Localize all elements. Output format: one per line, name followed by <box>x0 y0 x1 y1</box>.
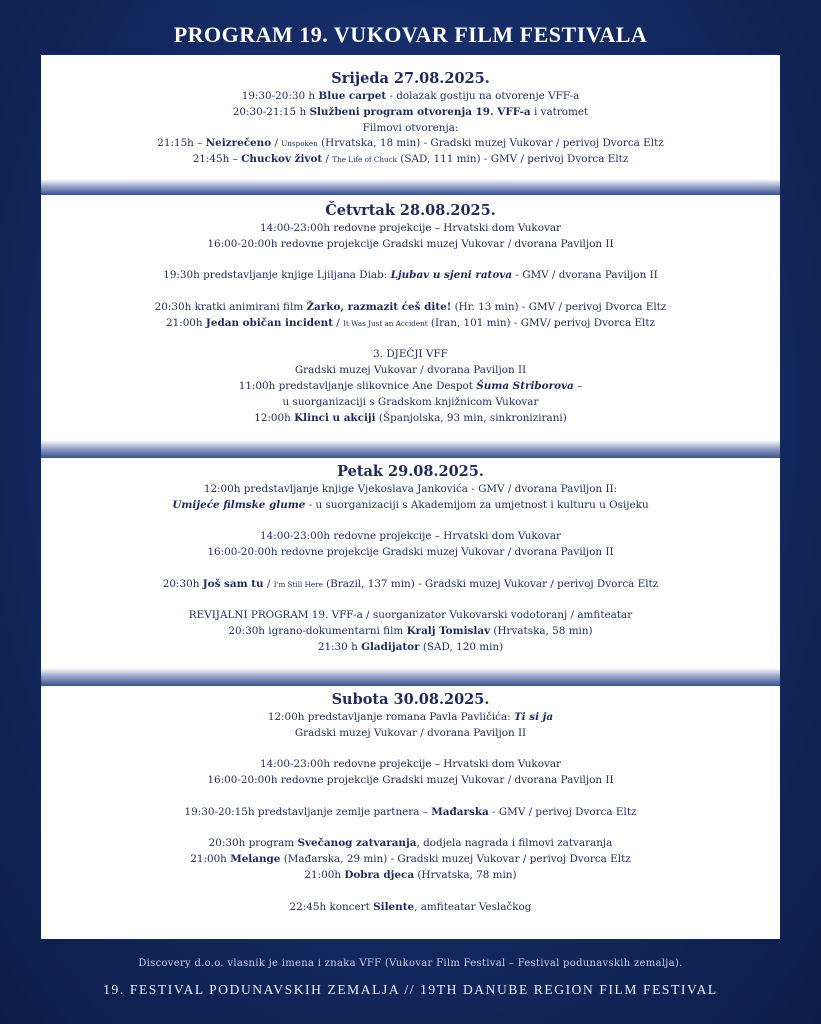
schedule-line: 20:30h program Svečanog zatvaranja, dodjela nagrada i filmovi zatvaranja <box>208 837 613 850</box>
page-title: PROGRAM 19. VUKOVAR FILM FESTIVALA <box>173 22 648 47</box>
schedule-line: 20:30h Još sam tu / I'm Still Here (Brazil, 137 min) - Gradski muzej Vukovar / perivoj Dvorca Eltz <box>162 577 659 590</box>
schedule-line: 14:00-23:00h redovne projekcije – Hrvatski dom Vukovar <box>260 758 561 771</box>
schedule-line: 21:00h Melange (Mađarska, 29 min) - Gradski muzej Vukovar / perivoj Dvorca Eltz <box>190 853 631 866</box>
day-heading: Petak 29.08.2025. <box>337 463 484 480</box>
schedule-line: 21:30 h Gladijator (SAD, 120 min) <box>317 640 504 653</box>
schedule-line: 22:45h koncert Silente, amfiteatar Veslačkog <box>289 900 532 913</box>
schedule-line: 12:00h predstavljanje knjige Vjekoslava Jankovića - GMV / dvorana Paviljon II: <box>203 483 618 495</box>
day-heading: Subota 30.08.2025. <box>331 691 490 708</box>
schedule-line: 20:30h igrano-dokumentarni film Kralj Tomislav (Hrvatska, 58 min) <box>228 625 593 638</box>
section-divider <box>41 179 780 195</box>
schedule-line: 16:00-20:00h redovne projekcije Gradski muzej Vukovar / dvorana Paviljon II <box>207 546 614 559</box>
schedule-line: 16:00-20:00h redovne projekcije Gradski muzej Vukovar / dvorana Paviljon II <box>207 774 614 787</box>
day-heading: Četvrtak 28.08.2025. <box>325 202 496 219</box>
schedule-line: 20:30-21:15 h Službeni program otvorenja 19. VFF-a i vatromet <box>232 105 589 118</box>
schedule-line: 16:00-20:00h redovne projekcije Gradski muzej Vukovar / dvorana Paviljon II <box>207 237 614 250</box>
festival-tagline: 19. FESTIVAL PODUNAVSKIH ZEMALJA // 19TH DANUBE REGION FILM FESTIVAL <box>103 982 718 997</box>
ownership-notice: Discovery d.o.o. vlasnik je imena i znaka VFF (Vukovar Film Festival – Festival podunavskih zemalja). <box>138 958 683 969</box>
schedule-line: 3. DJEČJI VFF <box>373 348 448 361</box>
schedule-line: 14:00-23:00h redovne projekcije – Hrvatski dom Vukovar <box>260 222 561 234</box>
schedule-line: 12:00h Klinci u akciji (Španjolska, 93 min, sinkronizirani) <box>254 411 567 424</box>
schedule-line: 20:30h kratki animirani film Žarko, razmazit ćeš dite! (Hr. 13 min) - GMV / perivoj Dvorca Eltz <box>154 300 667 313</box>
day-heading: Srijeda 27.08.2025. <box>331 70 490 87</box>
schedule-line: Gradski muzej Vukovar / dvorana Paviljon II <box>294 364 527 377</box>
schedule-line: 19:30-20:30 h Blue carpet - dolazak gostiju na otvorenje VFF-a <box>241 90 580 102</box>
schedule-line: u suorganizaciji s Gradskom knjižnicom Vukovar <box>282 395 539 408</box>
schedule-line: 21:45h – Chuckov život / The Life of Chuck (SAD, 111 min) - GMV / perivoj Dvorca Eltz <box>192 153 629 166</box>
day-section-friday <box>41 458 780 668</box>
schedule-line: 21:15h – Neizrečeno / Unspoken (Hrvatska, 18 min) - Gradski muzej Vukovar / perivoj Dvorca Eltz <box>157 137 664 150</box>
schedule-line: 11:00h predstavljanje slikovnice Ane Despot Šuma Striborova – <box>238 379 583 392</box>
day-section-thursday <box>41 195 780 440</box>
schedule-line: REVIJALNI PROGRAM 19. VFF-a / suorganizator Vukovarski vodotoranj / amfiteatar <box>188 609 633 622</box>
schedule-line: Filmovi otvorenja: <box>362 121 459 134</box>
schedule-line: 14:00-23:00h redovne projekcije – Hrvatski dom Vukovar <box>260 530 561 543</box>
schedule-line: 12:00h predstavljanje romana Pavla Pavličića: Ti si ja <box>267 711 554 723</box>
schedule-line: Gradski muzej Vukovar / dvorana Paviljon II <box>294 726 527 739</box>
schedule-line: 19:30h predstavljanje knjige Ljiljana Diab: Ljubav u sjeni ratova - GMV / dvorana Paviljon II <box>163 269 658 282</box>
day-section-saturday <box>41 686 780 939</box>
section-divider <box>41 440 780 458</box>
schedule-line: 21:00h Jedan običan incident / It Was Just an Accident (Iran, 101 min) - GMV/ perivoj Dvorca Eltz <box>165 316 656 329</box>
schedule-line: 21:00h Dobra djeca (Hrvatska, 78 min) <box>304 868 517 881</box>
schedule-line: 19:30-20:15h predstavljanje zemlje partnera – Mađarska - GMV / perivoj Dvorca Eltz <box>184 805 637 818</box>
day-section-wednesday <box>41 55 780 179</box>
section-divider <box>41 668 780 686</box>
schedule-line: Umijeće filmske glume - u suorganizaciji s Akademijom za umjetnost i kulturu u Osijeku <box>172 498 649 511</box>
